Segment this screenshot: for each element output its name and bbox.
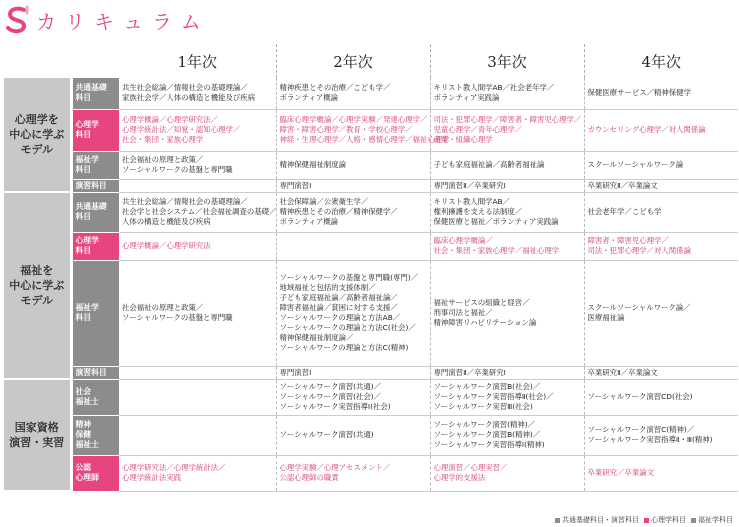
course-cell: 福祉サービスの組織と経営／ 刑事司法と福祉／ 精神障害リハビリテーション論	[430, 260, 584, 366]
course-cell: 精神保健福祉制度論	[276, 151, 430, 179]
course-cell: 心理演習／心理実習／ 心理学的支援法	[430, 455, 584, 491]
subject-category-label: 演習科目	[71, 179, 119, 192]
curriculum-row	[4, 415, 738, 455]
curriculum-row	[4, 260, 738, 366]
legend-item: 共通基礎科目・演習科目	[562, 516, 639, 524]
curriculum-row	[4, 379, 738, 415]
subject-category-label: 公認 心理師	[71, 455, 119, 491]
year-header-1: 1年次	[119, 44, 276, 78]
course-cell: 心理学研究法／心理学統計法／ 心理学統計法実践	[119, 455, 276, 491]
curriculum-row	[4, 109, 738, 151]
course-cell: 司法・犯罪心理学／障害者・障害児心理学／ 児童心理学／青年心理学／ 産業・組織心理学	[430, 109, 584, 151]
course-cell	[119, 415, 276, 455]
course-cell: 保健医療サービス／精神保健学	[584, 78, 738, 109]
subject-category-label: 共通基礎 科目	[71, 192, 119, 232]
subject-category-label: 共通基礎 科目	[71, 78, 119, 109]
legend-item: 福祉学科目	[698, 516, 733, 524]
legend	[550, 515, 733, 525]
course-cell: 社会保障論／公衆衛生学／ 精神疾患とその治療／精神保健学／ ボランティア概論	[276, 192, 430, 232]
course-cell	[119, 179, 276, 192]
legend-swatch	[644, 518, 649, 523]
course-cell: キリスト教人間学AB／ 権利擁護を支える法制度／ 保健医療と福祉／ボランティア実践論	[430, 192, 584, 232]
course-cell: 心理学実験／心理アセスメント／ 公認心理師の職責	[276, 455, 430, 491]
model-label: 心理学を 中心に学ぶ モデル	[4, 78, 71, 192]
course-cell: 共生社会総論／情報社会の基礎理論／ 社会学と社会システム／社会福祉調査の基礎／ 人体の構造と機能及び疾病	[119, 192, 276, 232]
curriculum-row	[4, 151, 738, 179]
course-cell: 社会老年学／こども学	[584, 192, 738, 232]
course-cell: 卒業研究Ⅱ／卒業論文	[584, 179, 738, 192]
course-cell	[119, 379, 276, 415]
curriculum-row	[4, 192, 738, 232]
curriculum-logo-icon	[4, 6, 30, 34]
page-title: カリキュラム	[36, 9, 210, 34]
legend-item: 心理学科目	[651, 516, 686, 524]
subject-category-label: 心理学 科目	[71, 109, 119, 151]
subject-category-label: 精神 保健 福祉士	[71, 415, 119, 455]
course-cell: ソーシャルワーク演習(精神)／ ソーシャルワーク演習B(精神)／ ソーシャルワーク実習指導Ⅰ(精神)	[430, 415, 584, 455]
course-cell	[119, 366, 276, 379]
curriculum-row	[4, 179, 738, 192]
course-cell: ソーシャルワークの基盤と専門職(専門)／ 地域福祉と包括的支援体制／ 子ども家庭福祉論／高齢者福祉論／ 障害者福祉論／貧困に対する支援／ ソーシャルワークの理論と方法AB／ ソーシャルワークの理論と方法C(社会)／ 精神保健福祉制度論／ ソーシャルワークの理論と方法C(精神)	[276, 260, 430, 366]
course-cell: 共生社会総論／情報社会の基礎理論／ 家族社会学／人体の構造と機能及び疾病	[119, 78, 276, 109]
page-header	[4, 4, 210, 36]
subject-category-label: 演習科目	[71, 366, 119, 379]
course-cell: ソーシャルワーク演習C(精神)／ ソーシャルワーク実習指導Ⅱ・Ⅲ(精神)	[584, 415, 738, 455]
subject-category-label: 福祉学 科目	[71, 151, 119, 179]
course-cell: 社会福祉の原理と政策／ ソーシャルワークの基盤と専門職	[119, 260, 276, 366]
course-cell: 心理学概論／心理学研究法	[119, 232, 276, 260]
model-label: 福祉を 中心に学ぶ モデル	[4, 192, 71, 379]
course-cell: スクールソーシャルワーク論／ 医療福祉論	[584, 260, 738, 366]
curriculum-row	[4, 366, 738, 379]
subject-category-label: 社会 福祉士	[71, 379, 119, 415]
model-label: 国家資格 演習・実習	[4, 379, 71, 491]
course-cell: ソーシャルワーク演習B(社会)／ ソーシャルワーク実習指導Ⅱ(社会)／ ソーシャルワーク実習Ⅲ(社会)	[430, 379, 584, 415]
year-header-4: 4年次	[641, 52, 682, 71]
year-header-3: 3年次	[430, 44, 584, 78]
curriculum-row	[4, 455, 738, 491]
legend-swatch	[691, 518, 696, 523]
course-cell: 臨床心理学概論／ 社会・集団・家族心理学／福祉心理学	[430, 232, 584, 260]
course-cell: 専門演習Ⅰ	[276, 366, 430, 379]
curriculum-table	[4, 44, 738, 492]
course-cell: 社会福祉の原理と政策／ ソーシャルワークの基盤と専門職	[119, 151, 276, 179]
course-cell: 専門演習Ⅱ／卒業研究Ⅰ	[430, 179, 584, 192]
year-header-2: 2年次	[276, 44, 430, 78]
course-cell: 卒業研究Ⅱ／卒業論文	[584, 366, 738, 379]
course-cell: ソーシャルワーク演習(共通)	[276, 415, 430, 455]
course-cell: 心理学概論／心理学研究法／ 心理学統計法／知覚・認知心理学／ 社会・集団・家族心理学	[119, 109, 276, 151]
course-cell: 専門演習Ⅱ／卒業研究Ⅰ	[430, 366, 584, 379]
course-cell: 障害者・障害児心理学／ 司法・犯罪心理学／対人関係論	[584, 232, 738, 260]
course-cell: 専門演習Ⅰ	[276, 179, 430, 192]
curriculum-row	[4, 78, 738, 109]
course-cell: スクールソーシャルワーク論	[584, 151, 738, 179]
course-cell: 精神疾患とその治療／こども学／ ボランティア概論	[276, 78, 430, 109]
subject-category-label: 心理学 科目	[71, 232, 119, 260]
course-cell: 卒業研究／卒業論文	[584, 455, 738, 491]
course-cell: ソーシャルワーク演習(共通)／ ソーシャルワーク演習(社会)／ ソーシャルワーク実習指導Ⅰ(社会)	[276, 379, 430, 415]
course-cell: ソーシャルワーク演習CD(社会)	[584, 379, 738, 415]
course-cell: 子ども家庭福祉論／高齢者福祉論	[430, 151, 584, 179]
course-cell	[276, 232, 430, 260]
course-cell: キリスト教人間学AB／社会老年学／ ボランティア実践論	[430, 78, 584, 109]
legend-swatch	[555, 518, 560, 523]
subject-category-label: 福祉学 科目	[71, 260, 119, 366]
course-cell: 臨床心理学概論／心理学実験／発達心理学／ 障害・障害心理学／教育・学校心理学／ 神経・生理心理学／人格・感情心理学／福祉心理学	[276, 109, 430, 151]
curriculum-row	[4, 232, 738, 260]
course-cell: カウンセリング心理学／対人関係論	[584, 109, 738, 151]
